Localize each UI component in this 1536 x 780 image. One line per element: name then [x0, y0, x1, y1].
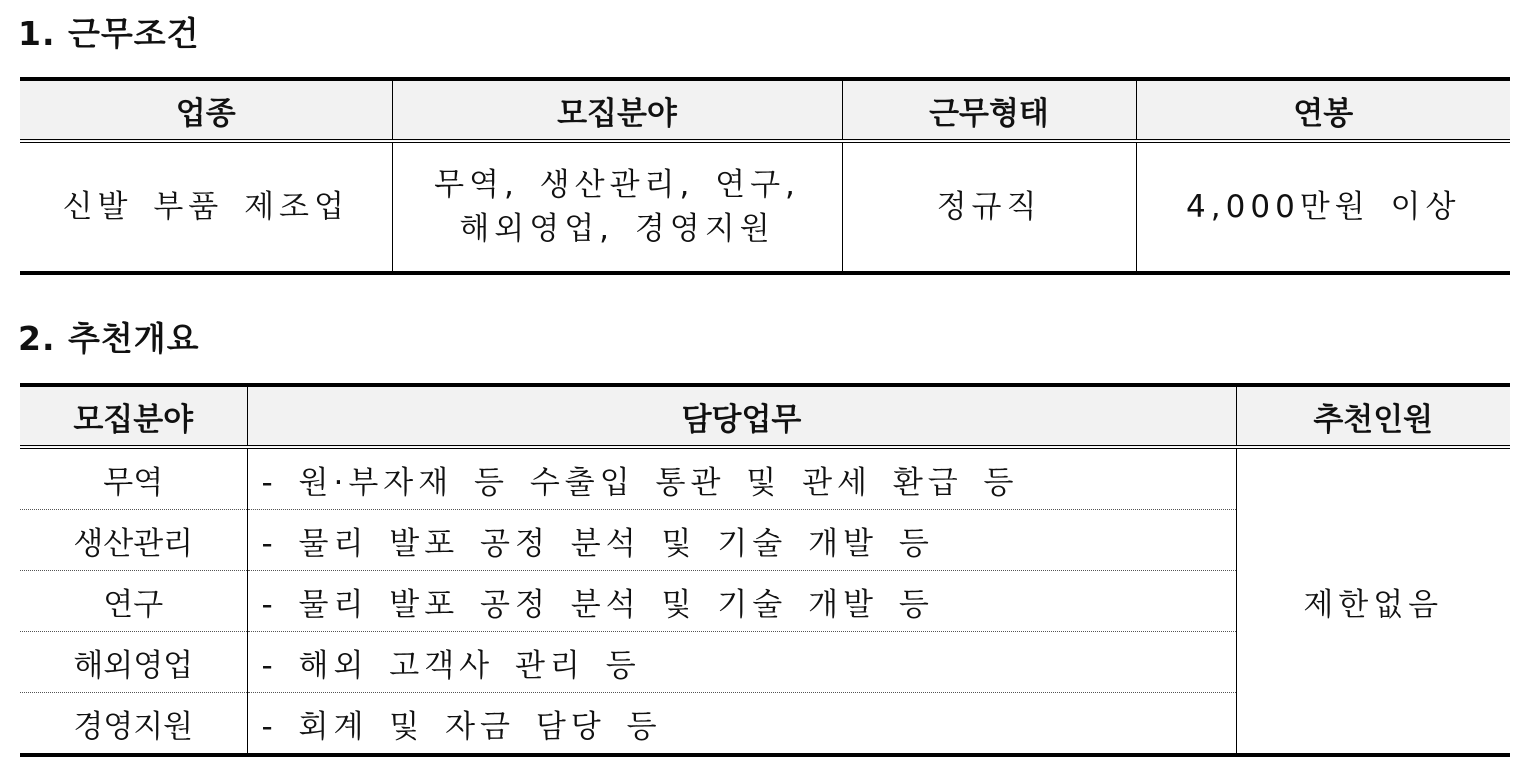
header-salary: 연봉 [1136, 79, 1510, 141]
recruit-fields-line-2: 해외영업, 경영지원 [459, 211, 775, 247]
cell-duty: - 물리 발포 공정 분석 및 기술 개발 등 [247, 510, 1236, 571]
header-recruit-field: 모집분야 [20, 385, 247, 447]
cell-salary: 4,000만원 이상 [1136, 141, 1510, 273]
table-row [20, 447, 1510, 510]
header-industry: 업종 [20, 79, 392, 141]
section-title-work-conditions: 1. 근무조건 [18, 14, 200, 53]
cell-duty: - 원·부자재 등 수출입 통관 및 관세 환급 등 [247, 447, 1236, 510]
recruit-fields-line-1: 무역, 생산관리, 연구, [434, 167, 800, 203]
cell-employment-type: 정규직 [842, 141, 1136, 273]
cell-duty: - 해외 고객사 관리 등 [247, 632, 1236, 693]
cell-field: 무역 [103, 464, 164, 501]
cell-recommend-count: 제한없음 [1236, 447, 1510, 755]
work-conditions-table [20, 77, 1510, 275]
header-recruit-field: 모집분야 [392, 79, 842, 141]
cell-industry: 신발 부품 제조업 [62, 189, 349, 225]
header-duties: 담당업무 [247, 385, 1236, 447]
cell-field: 생산관리 [20, 510, 247, 571]
cell-field: 경영지원 [20, 693, 247, 756]
cell-duty: - 물리 발포 공정 분석 및 기술 개발 등 [247, 571, 1236, 632]
header-employment-type: 근무형태 [842, 79, 1136, 141]
table-header-row [20, 385, 1510, 447]
header-recommend-count: 추천인원 [1236, 385, 1510, 447]
cell-duty: - 회계 및 자금 담당 등 [247, 693, 1236, 756]
cell-field: 해외영업 [20, 632, 247, 693]
table-header-row [20, 79, 1510, 141]
section-title-recommendation-overview: 2. 추천개요 [18, 319, 200, 358]
table-row [20, 141, 1510, 273]
cell-recruit-fields [392, 141, 842, 273]
cell-field: 연구 [20, 571, 247, 632]
recommendation-table [20, 383, 1510, 757]
